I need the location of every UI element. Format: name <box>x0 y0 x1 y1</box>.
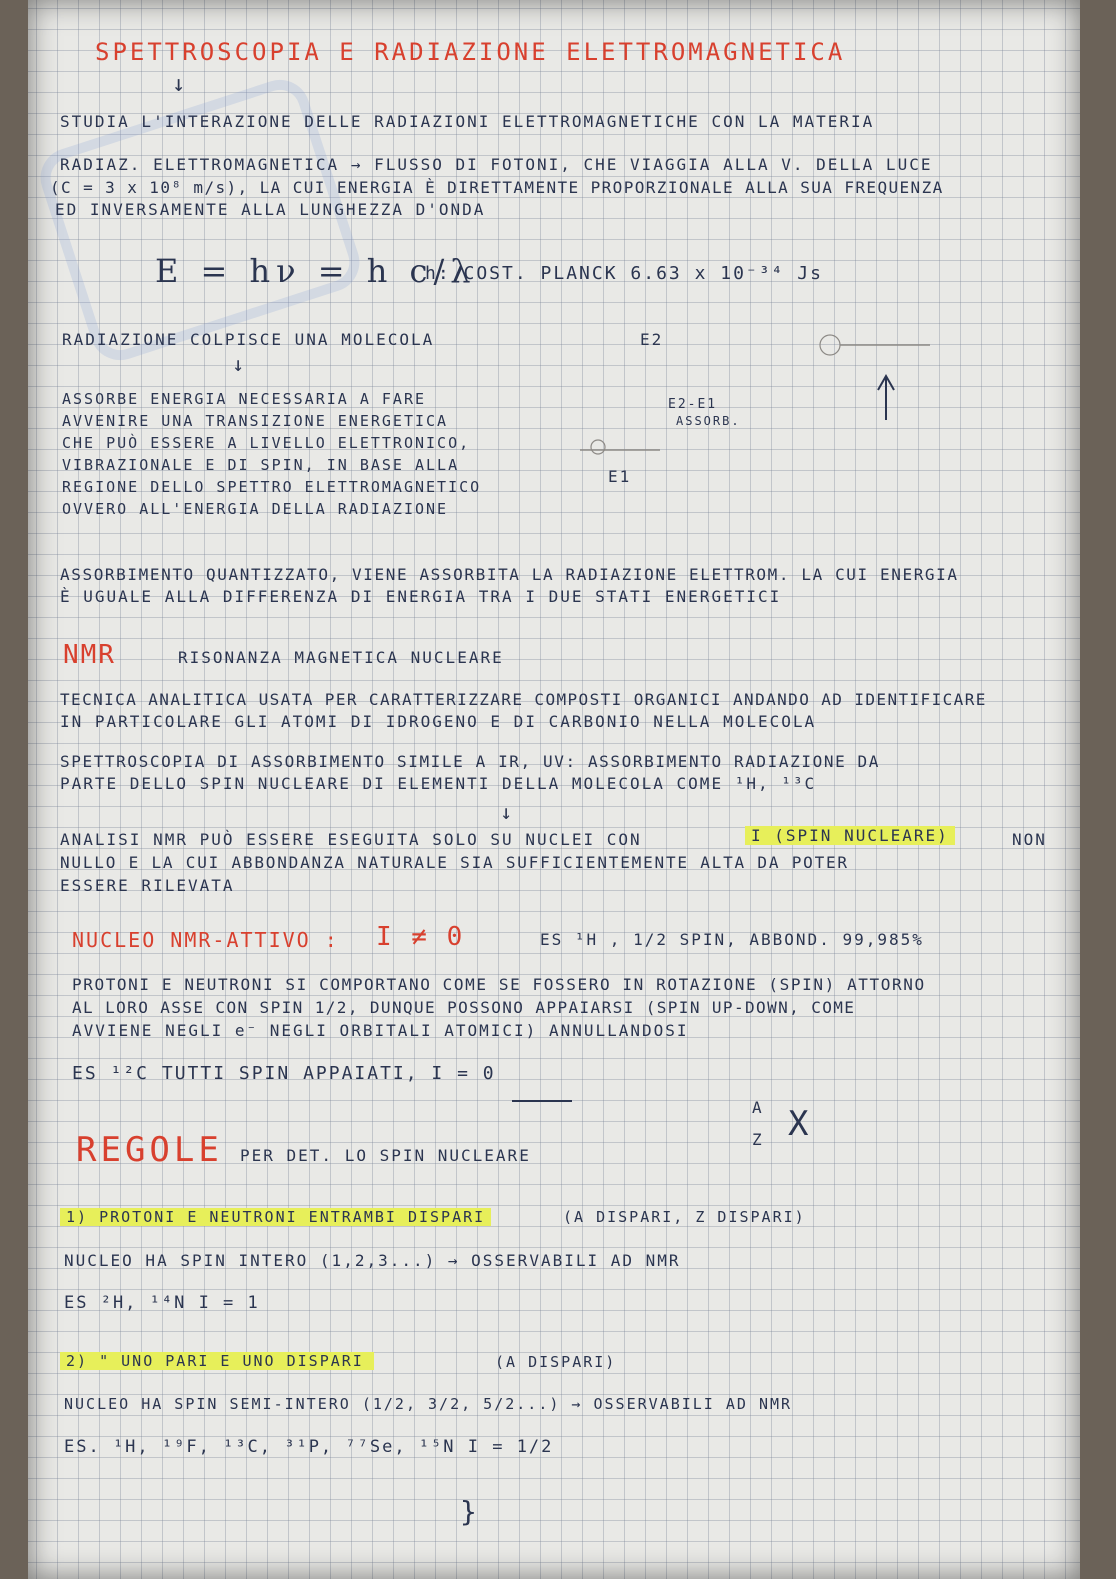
section-subheading: PER DET. LO SPIN NUCLEARE <box>240 1146 531 1165</box>
text-line: ES. ¹H, ¹⁹F, ¹³C, ³¹P, ⁷⁷Se, ¹⁵N I = 1/2 <box>64 1437 554 1457</box>
text-line: PROTONI E NEUTRONI SI COMPORTANO COME SE FOSSERO IN ROTAZIONE (SPIN) ATTORNO <box>72 975 926 994</box>
underline <box>512 1100 572 1102</box>
text-line: ASSORBE ENERGIA NECESSARIA A FARE <box>62 390 427 408</box>
text-line: IN PARTICOLARE GLI ATOMI DI IDROGENO E DI CARBONIO NELLA MOLECOLA <box>60 712 817 731</box>
energy-formula: E = hν = h c/λ <box>155 252 477 290</box>
text-line: RADIAZ. ELETTROMAGNETICA → FLUSSO DI FOTONI, CHE VIAGGIA ALLA V. DELLA LUCE <box>60 155 933 174</box>
nuclide-symbol: X <box>788 1104 811 1144</box>
text-line: AVVENIRE UNA TRANSIZIONE ENERGETICA <box>62 412 449 430</box>
section-heading-regole: REGOLE <box>76 1130 223 1170</box>
text-line: ANALISI NMR PUÒ ESSERE ESEGUITA SOLO SU NUCLEI CON <box>60 830 642 849</box>
energy-level-label: E2 <box>640 330 664 349</box>
text-line: TECNICA ANALITICA USATA PER CARATTERIZZARE COMPOSTI ORGANICI ANDANDO AD IDENTIFICARE <box>60 690 987 709</box>
down-arrow: ↓ <box>500 800 515 824</box>
nuclide-atomic-number: Z <box>752 1130 764 1149</box>
text-line: ES ¹²C TUTTI SPIN APPAIATI, I = 0 <box>72 1063 496 1084</box>
rule-2-highlight: 2) " UNO PARI E UNO DISPARI <box>60 1352 374 1370</box>
spin-condition: I ≠ 0 <box>376 922 465 952</box>
planck-constant: h: COST. PLANCK 6.63 x 10⁻³⁴ Js <box>425 263 823 284</box>
brace: } <box>460 1495 479 1528</box>
down-arrow: ↓ <box>232 352 247 376</box>
energy-diff-label: E2-E1 <box>668 397 718 412</box>
text-line: ES ¹H , 1/2 SPIN, ABBOND. 99,985% <box>540 930 924 949</box>
text-line: ESSERE RILEVATA <box>60 876 235 895</box>
text-line: STUDIA L'INTERAZIONE DELLE RADIAZIONI ELETTROMAGNETICHE CON LA MATERIA <box>60 112 875 131</box>
text-line: ED INVERSAMENTE ALLA LUNGHEZZA D'ONDA <box>55 200 486 219</box>
text-line: RADIAZIONE COLPISCE UNA MOLECOLA <box>62 330 435 349</box>
text-line: OVVERO ALL'ENERGIA DELLA RADIAZIONE <box>62 500 449 518</box>
section-heading-nucleo: NUCLEO NMR-ATTIVO : <box>72 928 339 952</box>
absorption-label: ASSORB. <box>676 414 741 428</box>
text-line: VIBRAZIONALE E DI SPIN, IN BASE ALLA <box>62 456 460 474</box>
text-line: ES ²H, ¹⁴N I = 1 <box>64 1293 260 1313</box>
text-line: È UGUALE ALLA DIFFERENZA DI ENERGIA TRA I DUE STATI ENERGETICI <box>60 587 782 606</box>
text-line: CHE PUÒ ESSERE A LIVELLO ELETTRONICO, <box>62 434 471 452</box>
down-arrow: ↓ <box>172 72 188 97</box>
text-line: REGIONE DELLO SPETTRO ELETTROMAGNETICO <box>62 478 482 496</box>
text-line: (A DISPARI) <box>495 1353 617 1371</box>
text-line: NUCLEO HA SPIN INTERO (1,2,3...) → OSSERVABILI AD NMR <box>64 1251 681 1270</box>
text-line: PARTE DELLO SPIN NUCLEARE DI ELEMENTI DELLA MOLECOLA COME ¹H, ¹³C <box>60 774 817 793</box>
highlighted-term: I (SPIN NUCLEARE) <box>745 826 955 845</box>
section-subheading: RISONANZA MAGNETICA NUCLEARE <box>178 648 504 667</box>
text-line: NON <box>1012 830 1047 849</box>
rule-1-highlight: 1) PROTONI E NEUTRONI ENTRAMBI DISPARI <box>60 1208 491 1226</box>
text-line: (A DISPARI, Z DISPARI) <box>563 1208 806 1226</box>
nuclide-mass-number: A <box>752 1098 764 1117</box>
text-line: ASSORBIMENTO QUANTIZZATO, VIENE ASSORBITA LA RADIAZIONE ELETTROM. LA CUI ENERGIA <box>60 565 959 584</box>
section-heading-nmr: NMR <box>63 640 116 670</box>
text-line: NUCLEO HA SPIN SEMI-INTERO (1/2, 3/2, 5/2...) → OSSERVABILI AD NMR <box>64 1395 793 1413</box>
text-line: AL LORO ASSE CON SPIN 1/2, DUNQUE POSSONO APPAIARSI (SPIN UP-DOWN, COME <box>72 998 856 1017</box>
energy-level-label: E1 <box>608 467 632 486</box>
text-line: (C = 3 x 10⁸ m/s), LA CUI ENERGIA È DIRETTAMENTE PROPORZIONALE ALLA SUA FREQUENZA <box>50 178 944 197</box>
energy-level-diagram <box>540 300 960 500</box>
text-line: NULLO E LA CUI ABBONDANZA NATURALE SIA SUFFICIENTEMENTE ALTA DA POTER <box>60 853 849 872</box>
text-line: AVVIENE NEGLI e⁻ NEGLI ORBITALI ATOMICI) ANNULLANDOSI <box>72 1021 689 1040</box>
text-line: SPETTROSCOPIA DI ASSORBIMENTO SIMILE A IR, UV: ASSORBIMENTO RADIAZIONE DA <box>60 752 880 771</box>
page-title: SPETTROSCOPIA E RADIAZIONE ELETTROMAGNETICA <box>95 38 846 66</box>
